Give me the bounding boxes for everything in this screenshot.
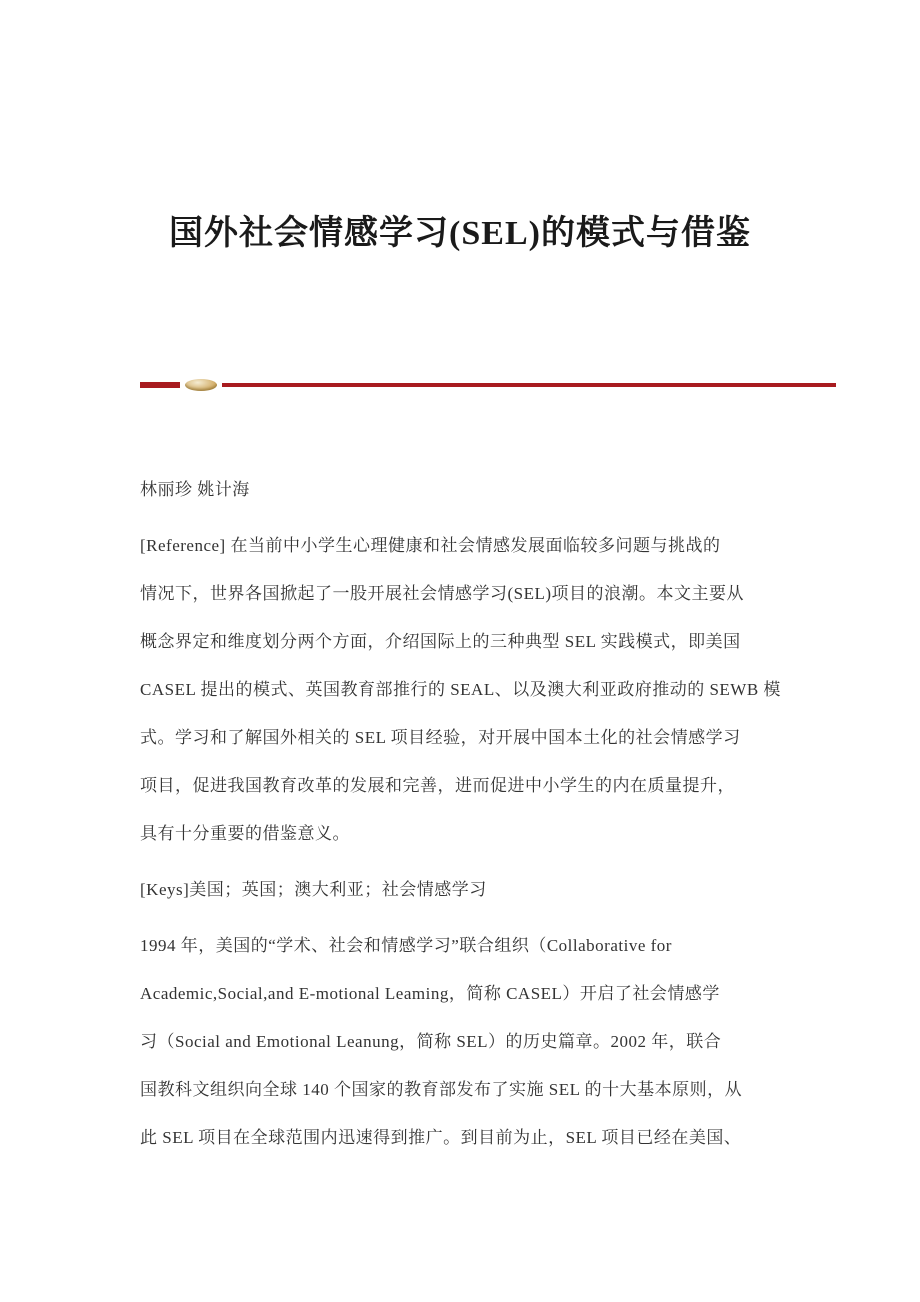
text-line: 式。学习和了解国外相关的 SEL 项目经验，对开展中国本土化的社会情感学习 bbox=[140, 728, 741, 747]
text-line: [Reference] 在当前中小学生心理健康和社会情感发展面临较多问题与挑战的 bbox=[140, 536, 721, 555]
text-line: 此 SEL 项目在全球范围内迅速得到推广。到目前为止，SEL 项目已经在美国、 bbox=[140, 1128, 742, 1147]
article-body bbox=[140, 466, 840, 1162]
paragraph bbox=[140, 922, 840, 1162]
text-line: [Keys]美国；英国；澳大利亚；社会情感学习 bbox=[140, 880, 487, 899]
text-line: Academic,Social,and E-motional Leaming，简称 CASEL）开启了社会情感学 bbox=[140, 984, 720, 1003]
text-line: 习（Social and Emotional Leanung，简称 SEL）的历史篇章。2002 年，联合 bbox=[140, 1032, 722, 1051]
text-line: 项目，促进我国教育改革的发展和完善，进而促进中小学生的内在质量提升， bbox=[140, 776, 735, 795]
text-line: 情况下，世界各国掀起了一股开展社会情感学习(SEL)项目的浪潮。本文主要从 bbox=[140, 584, 745, 603]
text-line: 国教科文组织向全球 140 个国家的教育部发布了实施 SEL 的十大基本原则，从 bbox=[140, 1080, 743, 1099]
paragraph bbox=[140, 522, 840, 858]
decorative-divider bbox=[140, 378, 836, 392]
text-line: 具有十分重要的借鉴意义。 bbox=[140, 824, 350, 843]
divider-right-bar bbox=[222, 383, 836, 387]
paragraph bbox=[140, 866, 840, 914]
page-title: 国外社会情感学习(SEL)的模式与借鉴 bbox=[169, 215, 751, 252]
paragraphs-container bbox=[140, 522, 840, 1162]
text-line: 概念界定和维度划分两个方面，介绍国际上的三种典型 SEL 实践模式，即美国 bbox=[140, 632, 741, 651]
text-line: 1994 年，美国的“学术、社会和情感学习”联合组织（Collaborative for bbox=[140, 936, 672, 955]
text-line: CASEL 提出的模式、英国教育部推行的 SEAL、以及澳大利亚政府推动的 SEWB 模 bbox=[140, 680, 781, 699]
divider-ellipse-ornament bbox=[185, 379, 217, 391]
divider-left-bar bbox=[140, 382, 180, 388]
authors-line: 林丽珍 姚计海 bbox=[140, 480, 250, 499]
